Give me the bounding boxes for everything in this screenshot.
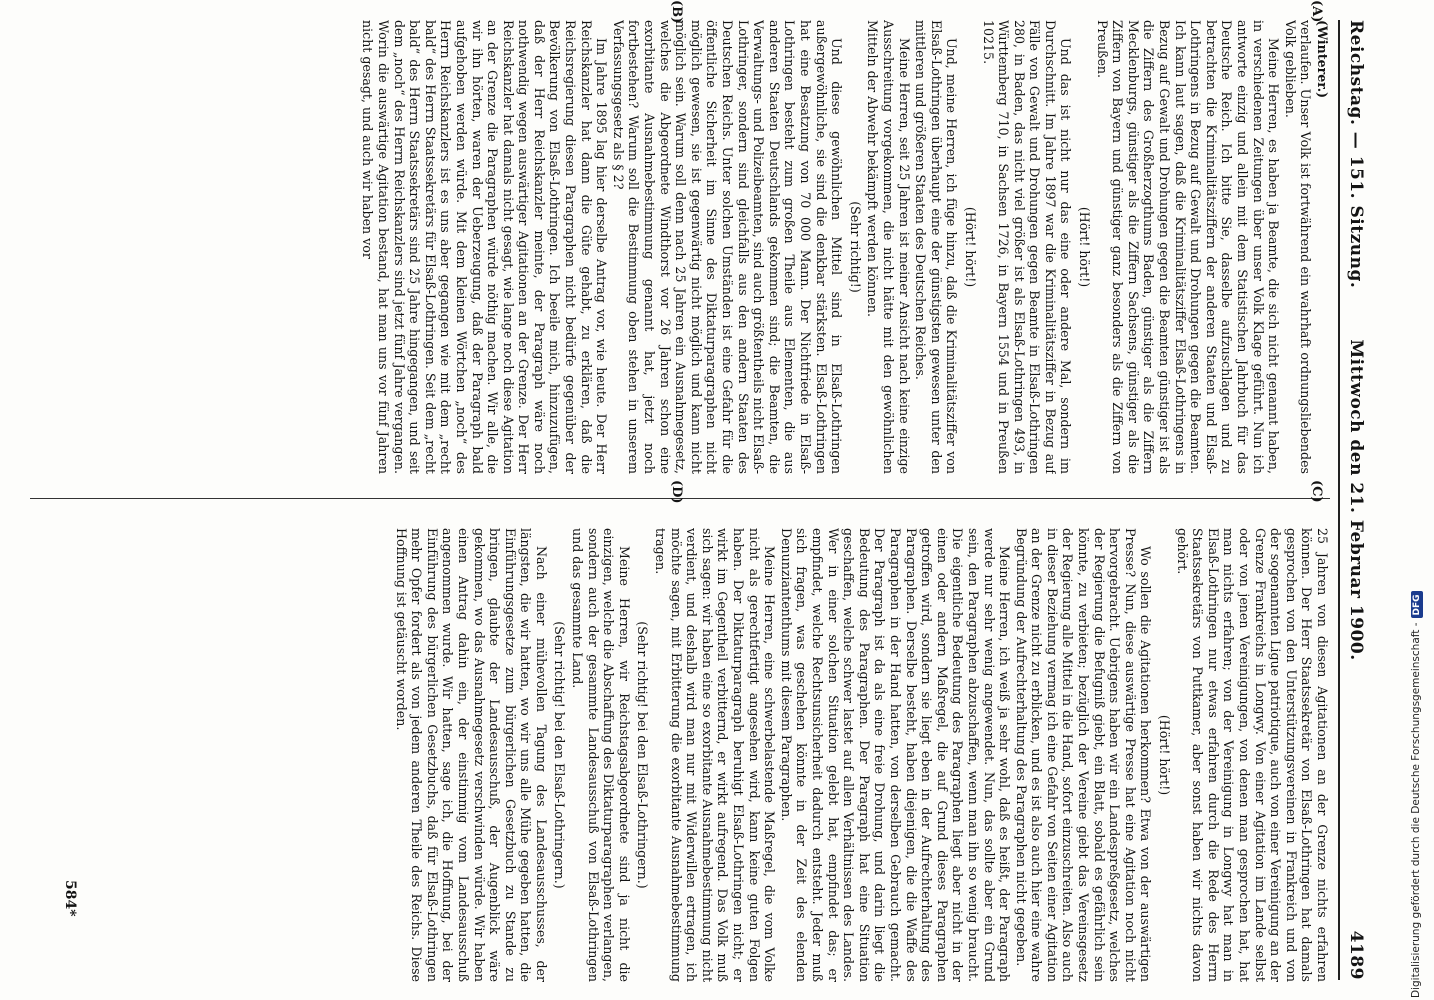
interjection: (Hört! hört!) [1157,714,1173,796]
header-date: Mittwoch den 21. Februar 1900. [1346,339,1366,661]
header-page-number: 4189 [1346,930,1366,980]
signature-mark: 584* [62,880,78,917]
paragraph: Nach einer mühevollen Tagung des Landesausschusses, der längsten, die wir hatten, wo wir uns alle Mühe gegeben hatten, die Einführungsgesetze zum bürgerlichen Gesetzbuch zu Stande zu bringen, glaubte der Landesausschuß, der Augenblick wäre gekommen, wo das Ausnahmegesetz verschwinden würde. Wir haben einen Antrag dahin ein, der einstimmig vom Landesausschuß angenommen wurde. Wir hatten, sage ich, die Hoffnung, bei der Einführung des bürgerlichen Gesetzbuchs, daß für Elsaß-Lothringen mehr Opfer fordert als von jedem anderen Theile des Reichs. Diese Hoffnung ist getäuscht worden. [393,528,549,982]
margin-marker-d: (D) [669,480,684,504]
header-rule [1338,20,1340,980]
paragraph: Im Jahre 1895 lag hier derselbe Antrag vor, wie heute. Der Herr Reichskanzler hat dann die Güte gehabt, zu erklären, daß die Reichsregierung diesen Paragraphen nicht bedürfe gegenüber der Bevölkerung von Elsaß-Lothringen. Ich beeile mich, hinzuzufügen, daß der Herr Reichskanzler meinte, der Paragraph wäre noch nothwendig wegen auswärtiger Agitationen an der Grenze. Der Herr Reichskanzler hat damals nicht gesagt, wie lange noch diese Agitation an der Grenze die Paragraphen würde nöthig machen. Wir alle, die wir ihn hörten, waren der Ueberzeugung, daß der Paragraph bald aufgehoben werden würde. Mit dem kleinen Wörtchen „noch“ des Herrn Reichskanzlers ist es uns aber gegangen wie mit dem „recht bald“ des Herrn Staatssekretärs für Elsaß-Lothringen. Seit dem „recht bald“ des Herrn Staatssekretärs sind 25 Jahre hingegangen, und seit dem „noch“ des Herrn Reichskanzlers sind jetzt fünf Jahre vergangen. Worin die auswärtige Agitation bestand, hat man uns vor fünf Jahren nicht gesagt, und auch wir haben vor [360,20,610,474]
paragraph: Meine Herren, seit 25 Jahren ist meiner Ansicht nach keine einzige Ausschreitung vorgekommen, die nicht hätte mit den gewöhnlichen Mitteln der Abwehr bekämpft werden können. [865,20,912,474]
paragraph: Meine Herren, eine schwerbelastende Maßregel, die vom Volke nicht als gerechtfertigt angesehen wird, kann keine guten Folgen haben. Der Diktaturparagraph beruhigt Elsaß-Lothringen nicht; er wirkt im Gegentheil verbitternd, er wirkt aufregend. Das Volk muß sich sagen: wir haben eine so exorbitante Ausnahmebestimmung nicht verdient, und deshalb wird man nur mit Widerwillen ertragen, ich möchte sagen, mit Erbitterung die exorbitante Ausnahmebestimmung tragen. [653,528,778,982]
header-session: Reichstag. — 151. Sitzung. [1346,20,1366,289]
interjection: (Sehr richtig! bei den Elsaß-Lothringern.) [635,621,651,889]
speaker-name: (Winterer.) [1315,20,1330,99]
digitization-credit [1410,591,1423,998]
margin-marker-b: (B) [669,0,684,24]
paragraph: Und, meine Herren, ich füge hinzu, daß die Kriminalitätsziffer von Elsaß-Lothringen überhaupt eine der günstigsten gewesen unter den mittleren und größeren Staaten des Deutschen Reiches. [913,20,960,474]
paragraph: Meine Herren, wir Reichstagsabgeordnete sind ja nicht die einzigen, welche die Abschaffung des Diktaturparagraphen verlangen, sondern auch der gesammte Landesausschuß von Elsaß-Lothringen und das gesammte Land. [570,528,632,982]
interjection: (Sehr richtig!) [847,201,863,293]
paragraph: Und das ist nicht nur das eine oder andere Mal, sondern im Durchschnitt. Im Jahre 1897 war die Kriminalitätsziffer in Bezug auf Fälle von Gewalt und Drohungen gegen Beamte in Elsaß-Lothringen 280, in Baden, das nicht viel größer ist als Elsaß-Lothringen 493, in Württemberg 710, in Sachsen 1726, in Bayern 1554 und in Preußen 10215. [980,20,1074,474]
margin-marker-a: (A) [1309,0,1324,23]
paragraph: Meine Herren, ich weiß ja sehr wohl, daß es heißt, der Paragraph werde nur sehr wenig angewendet. Nun, das sollte aber ein Grund sein, den Paragraphen abzuschaffen, wenn man ihn so wenig braucht. Die eigentliche Bedeutung des Paragraphen liegt aber nicht in der einen oder andern Maßregel, die auf Grund dieses Paragraphen getroffen wird, sondern sie liegt eben in der Aufrechterhaltung des Paragraphen. Derselbe besteht, haben diejenigen, die die Waffe des Paragraphen in der Hand hatten, von derselben Gebrauch gemacht. Der Paragraph ist da als eine freie Drohung, und darin liegt die Bedeutung des Paragraphen. Der Paragraph hat eine Situation geschaffen, welche schwer lastet auf allen Verhältnissen des Landes. Wer in einer solchen Situation gelebt hat, empfindet das; er empfindet, welche Rechtsunsicherheit dadurch entsteht. Jeder muß sich fragen, was geschehen könnte in der Zeit des elenden Denunziantenthums mit diesem Paragraphen. [778,528,1013,982]
paragraph: 25 Jahren von diesen Agitationen an der Grenze nichts erfahren können. Der Herr Staatssekretär von Elsaß-Lothringen hat damals gesprochen von den Unterstützungsvereinen in Frankreich und von der sogenannten Ligue patriotique, auch von einer Vereinigung an der Grenze Frankreichs in Longwy. Von einer Agitation im Lande selbst oder von jenen Vereinigungen, von denen man gesprochen hat, hat man nichts erfahren; von der Vereinigung in Longwy hat man in Elsaß-Lothringen nur etwas erfahren durch die Rede des Herrn Staatssekretärs von Puttkamer, aber sonst haben wir nichts davon gehört. [1174,528,1330,982]
interjection: (Hört! hört!) [962,206,978,288]
paragraph: Und diese gewöhnlichen Mittel sind in Elsaß-Lothringen außergewöhnliche, sie sind die denkbar stärksten. Elsaß-Lothringen hat eine Besatzung von 70 000 Mann. Der Nichtfriede in Elsaß-Lothringen besteht zum großen Theile aus Elementen, die aus anderen Staaten Deutschlands gekommen sind; die Beamten, die Verwaltungs- und Polizeibeamten, sind auch größtentheils nicht Elsaß-Lothringer, sondern sind gleichfalls aus den andern Staaten des Deutschen Reichs. Unter solchen Umständen ist eine Gefahr für die öffentliche Sicherheit im Sinne des Diktaturparagraphen nicht möglich gewesen, sie ist gegenwärtig nicht möglich und kann nicht möglich sein. Warum soll denn nach 25 Jahren ein Ausnahmegesetz, welches die Abgeordnete Windthorst vor 26 Jahren schon eine exorbitante Ausnahmebestimmung genannt hat, jetzt noch fortbestehen? Warum soll die Bestimmung oben stehen in unserem Verfassungsgesetz als § 2? [610,20,845,474]
paragraph: Wo sollen die Agitationen herkommen? Etwa von der auswärtigen Presse? Nun, diese auswärtige Presse hat eine Agitation noch nicht hervorgebracht. Uebrigens haben wir ein Landespreßgesetz, welches der Regierung die Befugniß giebt, ein Blatt, sobald es gefährlich sein könnte, zu verbieten; bezüglich der Vereine giebt das Vereinsgesetz der Regierung alle Mittel in die Hand, sofort einzuschreiten. Also auch in dieser Beziehung vermag ich eine Gefahr von Seiten einer Agitation an der Grenze nicht zu erblicken, und es ist also auch hier eine wahre Begründung der Aufrechterhaltung des Paragraphen nicht gegeben. [1013,528,1154,982]
interjection: (Hört! hört!) [1077,206,1093,288]
interjection: (Sehr richtig! bei den Elsaß-Lothringern.) [552,621,568,889]
page-header [1340,20,1366,980]
paragraph: verlaufen. Unser Volk ist fortwährend ein wahrhaft ordnungsliebendes Volk geblieben. [1282,20,1314,474]
left-column [30,20,1330,474]
paragraph: Meine Herren, es haben ja Beamte, die sich nicht genannt haben, in verschiedenen Zeitungen über unser Volk Klage geführt. Nun ich antworte einzig und allein mit dem Statistischen Jahrbuch für das Deutsche Reich. Ich bitte Sie, dasselbe aufzuschlagen und zu betrachten die Kriminalitätsziffern der anderen Staaten und Elsaß-Lothringens in Bezug auf Gewalt und Drohungen gegen die Beamten. Ich kann laut sagen, daß die Kriminalitätsziffer Elsaß-Lothringens in Bezug auf Gewalt und Drohungen gegen die Beamten günstiger ist als die Ziffern des Großherzogthums Baden, günstiger als die Ziffern Mecklenburgs, günstiger als die Ziffern Sachsens, günstiger als die Ziffern von Bayern und günstiger ganz besonders als die Ziffern von Preußen. [1094,20,1282,474]
credit-text: Digitalisierung gefördert durch die Deutsche Forschungsgemeinschaft - [1410,622,1422,998]
margin-marker-c: (C) [1309,480,1324,503]
right-column [30,528,1330,982]
dfg-logo: DFG [1411,591,1423,618]
